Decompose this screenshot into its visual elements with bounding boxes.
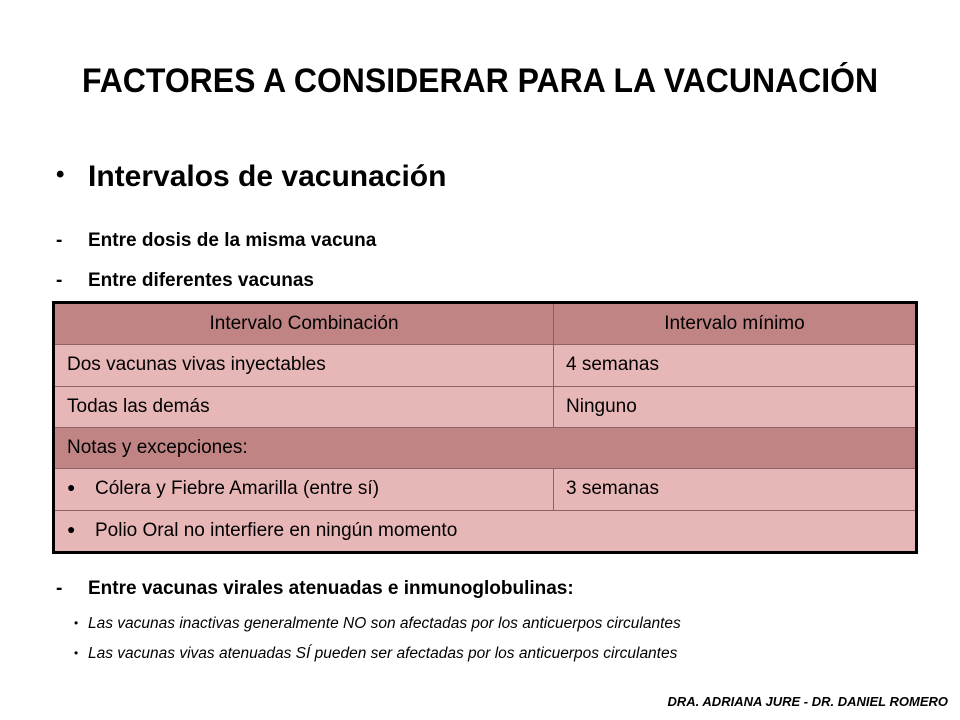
sub-item-immunoglobulins [56,578,574,600]
header-combination: Intervalo Combinación [54,303,554,345]
dash-icon: - [56,578,63,599]
bullet-icon: ● [67,520,76,537]
row-interval-cell: Ninguno [554,386,917,427]
bullet-icon: • [74,616,79,630]
bullet-icon: • [74,646,79,660]
main-bullet [56,160,446,194]
main-bullet-text: Intervalos de vacunación [88,160,447,193]
table-header-row [54,303,917,345]
notes-label: Notas y excepciones: [54,427,917,468]
exception-row [54,510,917,552]
row-combination-cell: Todas las demás [54,386,554,427]
notes-row [54,427,917,468]
bullet-icon: ● [67,479,76,496]
table-row [54,386,917,427]
exception-text-cell [54,510,917,552]
dash-icon: - [56,230,63,251]
sub-item-text: Entre dosis de la misma vacuna [88,230,377,251]
row-interval-cell: 4 semanas [554,345,917,386]
bullet-icon: • [56,161,65,188]
italic-bullet-text: Las vacunas inactivas generalmente NO son afectadas por los anticuerpos circulantes [88,615,681,632]
table-row [54,345,917,386]
italic-bullet-text: Las vacunas vivas atenuadas SÍ pueden ser afectadas por los anticuerpos circulantes [88,645,678,662]
exception-text: Polio Oral no interfiere en ningún momento [95,519,458,541]
italic-bullet [74,645,677,663]
italic-bullet [74,615,681,633]
sub-item-different-vaccines [56,270,314,292]
dash-icon: - [56,270,63,291]
sub-item-text: Entre diferentes vacunas [88,270,314,291]
slide-title: FACTORES A CONSIDERAR PARA LA VACUNACIÓN [81,62,879,100]
footer-authors: DRA. ADRIANA JURE - DR. DANIEL ROMERO [667,694,948,709]
exception-text-cell [54,469,554,510]
exception-value-cell: 3 semanas [554,469,917,510]
sub-item-text: Entre vacunas virales atenuadas e inmunoglobulinas: [88,578,574,599]
row-combination-cell: Dos vacunas vivas inyectables [54,345,554,386]
header-minimum-interval: Intervalo mínimo [554,303,917,345]
exception-text: Cólera y Fiebre Amarilla (entre sí) [95,478,380,500]
interval-table [52,301,918,554]
sub-item-same-vaccine [56,230,376,252]
exception-row [54,469,917,510]
